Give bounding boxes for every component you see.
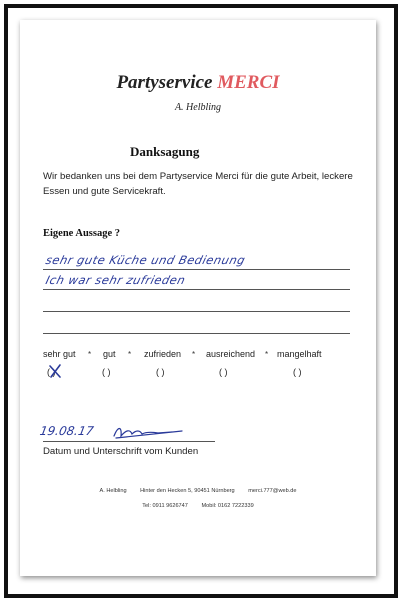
document-heading: Danksagung (130, 144, 200, 159)
answer-rule-4 (43, 333, 350, 334)
question-label: Eigene Aussage ? (43, 228, 121, 239)
answer-rule-3 (43, 311, 350, 312)
handwritten-line-2: Ich war sehr zufrieden (44, 273, 188, 287)
rating-separator: * (192, 350, 196, 359)
rating-checkbox-zufrieden[interactable]: ( ) (156, 367, 165, 377)
rating-label-zufrieden: zufrieden (144, 349, 182, 359)
rating-label-sehr-gut: sehr gut (43, 349, 76, 359)
signature-caption: Datum und Unterschrift vom Kunden (43, 446, 199, 457)
company-name-main: Partyservice (116, 72, 213, 93)
handwritten-line-1: sehr gute Küche und Bedienung (44, 253, 247, 267)
footer-phone-line (20, 503, 376, 509)
intro-text: Wir bedanken uns bei dem Partyservice Merci für die gute Arbeit, leckere Essen und gute Servicekraft. (43, 171, 353, 197)
rating-checkbox-sehr-gut[interactable]: ( ) (47, 367, 56, 377)
owner-name: A. Helbling (174, 102, 222, 113)
rating-label-gut: gut (103, 349, 116, 359)
footer-phone: Tel: 0911 9626747 (142, 503, 188, 509)
answer-rule-1 (43, 269, 350, 270)
answer-rule-2 (43, 289, 350, 290)
rating-checkbox-gut[interactable]: ( ) (102, 367, 111, 377)
rating-checkbox-ausreichend[interactable]: ( ) (219, 367, 228, 377)
rating-separator: * (265, 350, 269, 359)
rating-label-ausreichend: ausreichend (206, 349, 256, 359)
signature-date: 19.08.17 (38, 424, 95, 438)
footer-owner: A. Helbling (99, 488, 127, 494)
company-name (20, 72, 376, 94)
rating-label-mangelhaft: mangelhaft (277, 349, 322, 359)
footer-address: Hinter den Hecken 5, 90451 Nürnberg (140, 488, 235, 494)
rating-checkbox-mangelhaft[interactable]: ( ) (293, 367, 302, 377)
rating-separator: * (128, 350, 132, 359)
footer-mobile: Mobil: 0162 7222339 (201, 503, 254, 509)
company-name-accent: MERCI (217, 72, 280, 93)
signature-rule (43, 441, 215, 442)
check-cross-icon (47, 363, 63, 379)
rating-separator: * (88, 350, 92, 359)
footer-address-line (20, 488, 376, 494)
footer-email[interactable]: merci.777@web.de (248, 488, 297, 494)
document-sheet (20, 20, 376, 576)
